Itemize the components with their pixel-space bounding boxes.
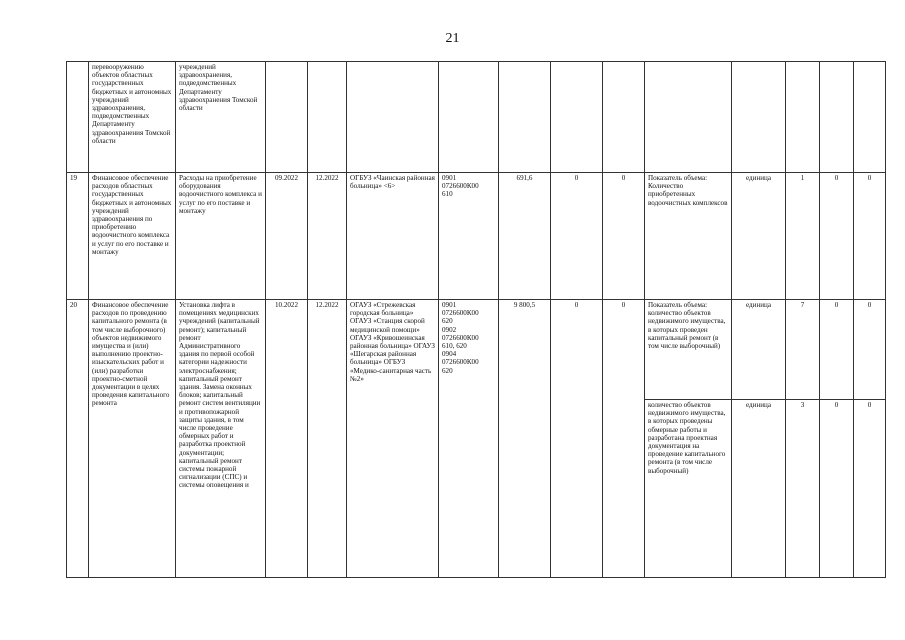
amount-year-3: 0 <box>603 300 645 578</box>
unit: единица <box>732 173 786 300</box>
amount-year-2: 0 <box>551 300 603 578</box>
activity-name: перевооружению объектов областных государственных бюджетных и автономных учреждений здравоохранения, подведомственных Департаменту здравоохранения Томской области <box>89 62 176 173</box>
activity-description: Расходы на приобретение оборудования водоочистного комплекса и услуг по его поставке и монтажу <box>176 173 266 300</box>
indicator: количество объектов недвижимого имущества, в которых проведены обмерные работы и разработана проектная документация на проведение капитального ремонта (в том числе выборочный) <box>645 400 732 578</box>
start-date <box>266 62 308 173</box>
indicator <box>645 62 732 173</box>
value-year-1: 1 <box>786 173 820 300</box>
table-row <box>67 300 886 400</box>
table-row <box>67 62 886 173</box>
value-year-1: 7 <box>786 300 820 400</box>
amount-year-1: 691,6 <box>499 173 551 300</box>
amount-year-3 <box>603 62 645 173</box>
indicator: Показатель объема: Количество приобретенных водоочистных комплексов <box>645 173 732 300</box>
row-number: 20 <box>67 300 89 578</box>
activity-name: Финансовое обеспечение расходов областных государственных бюджетных и автономных учреждений здравоохранения по приобретению водоочистного комплекса и услуг по его поставке и монтажу <box>89 173 176 300</box>
value-year-1 <box>786 62 820 173</box>
amount-year-1 <box>499 62 551 173</box>
amount-year-3: 0 <box>603 173 645 300</box>
budget-code <box>439 62 499 173</box>
value-year-2: 0 <box>820 300 854 400</box>
page-number: 21 <box>445 31 460 46</box>
unit: единица <box>732 400 786 578</box>
value-year-1: 3 <box>786 400 820 578</box>
activity-description: учреждений здравоохранения, подведомственных Департаменту здравоохранения Томской области <box>176 62 266 173</box>
end-date <box>308 62 347 173</box>
executor: ОГАУЗ «Стрежевская городская больница» ОГАУЗ «Станция скорой медицинской помощи» ОГАУЗ «Кривошеинская районная больница» ОГАУЗ «Шегарская районная больница» ОГБУЗ «Медико-санитарная часть №2» <box>347 300 439 578</box>
end-date: 12.2022 <box>308 173 347 300</box>
end-date: 12.2022 <box>308 300 347 578</box>
unit <box>732 62 786 173</box>
value-year-2: 0 <box>820 400 854 578</box>
value-year-3: 0 <box>854 173 886 300</box>
amount-year-2: 0 <box>551 173 603 300</box>
start-date: 10.2022 <box>266 300 308 578</box>
start-date: 09.2022 <box>266 173 308 300</box>
executor: ОГБУЗ «Чаинская районная больница» <6> <box>347 173 439 300</box>
unit: единица <box>732 300 786 400</box>
row-number: 19 <box>67 173 89 300</box>
value-year-3: 0 <box>854 400 886 578</box>
activity-name: Финансовое обеспечение расходов по проведению капитального ремонта (в том числе выборочного) объектов недвижимого имущества и (или) выполнению проектно-изыскательских работ и (или) разработки проектно-сметной документации в целях проведения капитального ремонта <box>89 300 176 578</box>
activity-description: Установка лифта в помещениях медицинских учреждений (капитальный ремонт); капитальный ремонт Административного здания по первой особой категории надежности электроснабжения; капитальный ремонт здания. Замена оконных блоков; капитальный ремонт систем вентиляции и противопожарной защиты здания, в том числе проведение обмерных работ и разработка проектной документации; капитальный ремонт системы пожарной сигнализации (СПС) и системы оповещения и <box>176 300 266 578</box>
row-number <box>67 62 89 173</box>
indicator: Показатель объема: количество объектов недвижимого имущества, в которых проведен капитальный ремонт (в том числе выборочный) <box>645 300 732 400</box>
value-year-2: 0 <box>820 173 854 300</box>
executor <box>347 62 439 173</box>
value-year-3 <box>854 62 886 173</box>
table-row <box>67 173 886 300</box>
value-year-3: 0 <box>854 300 886 400</box>
measures-table <box>66 61 886 578</box>
amount-year-2 <box>551 62 603 173</box>
value-year-2 <box>820 62 854 173</box>
budget-code: 0901 0726600К00 610 <box>439 173 499 300</box>
budget-code: 0901 0726600К00 620 0902 0726600К00 610, 620 0904 0726600К00 620 <box>439 300 499 578</box>
amount-year-1: 9 800,5 <box>499 300 551 578</box>
